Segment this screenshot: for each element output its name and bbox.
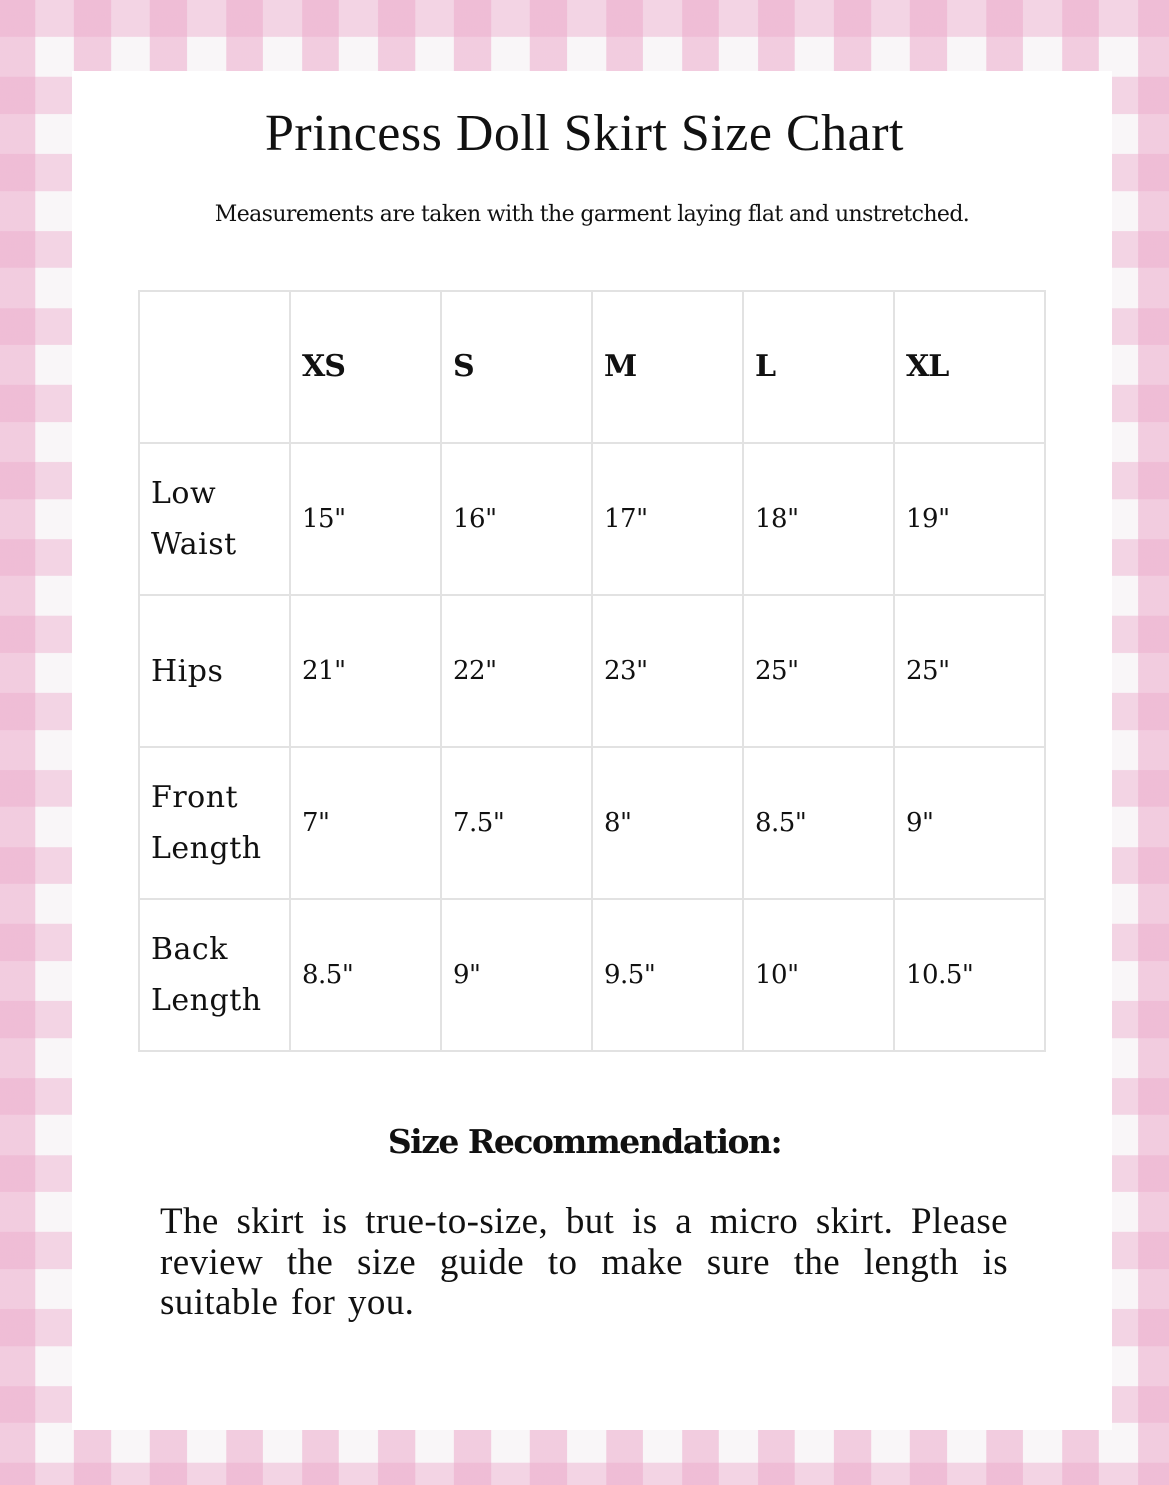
- row-label-line: Front: [151, 780, 239, 815]
- table-cell: 15": [290, 443, 441, 595]
- size-header-m: M: [592, 291, 743, 443]
- table-cell: 10": [743, 899, 894, 1051]
- size-header-xl: XL: [894, 291, 1045, 443]
- table-cell: 17": [592, 443, 743, 595]
- table-cell: 7.5": [441, 747, 592, 899]
- table-cell: 10.5": [894, 899, 1045, 1051]
- table-cell: 23": [592, 595, 743, 747]
- size-header-xs: XS: [290, 291, 441, 443]
- size-header-l: L: [743, 291, 894, 443]
- table-row-back-length: [139, 899, 1045, 1051]
- table-cell: 8": [592, 747, 743, 899]
- row-label-line: Back: [151, 932, 228, 967]
- table-cell: 18": [743, 443, 894, 595]
- row-label-line: Waist: [151, 527, 237, 562]
- table-row-low-waist: [139, 443, 1045, 595]
- table-cell: 22": [441, 595, 592, 747]
- size-chart-table: [138, 290, 1046, 1052]
- page-title: Princess Doll Skirt Size Chart: [265, 105, 904, 162]
- table-cell: 8.5": [290, 899, 441, 1051]
- table-row-hips: [139, 595, 1045, 747]
- table-cell: 25": [894, 595, 1045, 747]
- row-label-low-waist: [139, 443, 290, 595]
- table-cell: 9": [441, 899, 592, 1051]
- table-corner-cell: [139, 291, 290, 443]
- table-header-row: [139, 291, 1045, 443]
- row-label-back-length: [139, 899, 290, 1051]
- row-label-hips: [139, 595, 290, 747]
- row-label-front-length: [139, 747, 290, 899]
- row-label-line: Hips: [151, 653, 224, 689]
- row-label-line: Low: [151, 476, 217, 511]
- table-cell: 16": [441, 443, 592, 595]
- table-cell: 9": [894, 747, 1045, 899]
- table-cell: 9.5": [592, 899, 743, 1051]
- table-cell: 19": [894, 443, 1045, 595]
- table-row-front-length: [139, 747, 1045, 899]
- size-recommendation-text: The skirt is true-to-size, but is a micro skirt. Please review the size guide to make sure the length is suitable for you.: [160, 1201, 1008, 1323]
- size-header-s: S: [441, 291, 592, 443]
- measurement-note: Measurements are taken with the garment laying flat and unstretched.: [214, 202, 970, 227]
- row-label-line: Length: [151, 831, 262, 866]
- size-recommendation-heading: Size Recommendation:: [387, 1122, 782, 1161]
- table-cell: 21": [290, 595, 441, 747]
- table-cell: 8.5": [743, 747, 894, 899]
- table-cell: 25": [743, 595, 894, 747]
- row-label-line: Length: [151, 983, 262, 1018]
- table-cell: 7": [290, 747, 441, 899]
